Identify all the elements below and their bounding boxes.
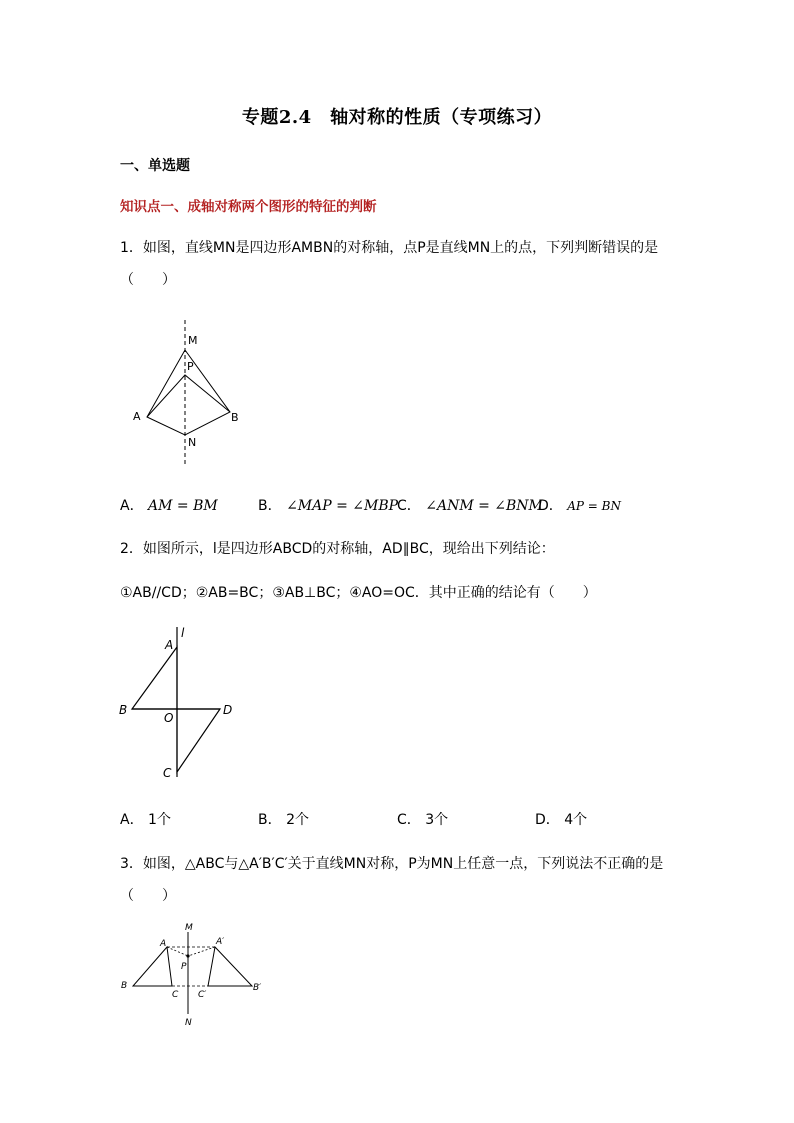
option-key: C． [397,498,421,514]
triangle-a2b2c2 [208,947,252,986]
q2-option-a[interactable] [120,809,171,829]
option-text: 3个 [425,812,449,828]
question-1-stem: 1．如图，直线MN是四边形AMBN的对称轴，点P是直线MN上的点，下列判断错误的是（ ） [120,240,659,288]
q1-option-a[interactable] [120,495,218,515]
option-text: 4个 [564,812,588,828]
option-text: AP = BN [567,499,621,513]
label-c: C [172,990,179,1000]
label-l: l [181,626,185,640]
question-2-stem: 2．如图所示，l是四边形ABCD的对称轴，AD∥BC，现给出下列结论： [120,541,555,557]
q1-option-d[interactable] [538,495,621,515]
label-c: C [163,766,172,780]
option-text: 1个 [148,812,171,828]
question-1-figure [120,320,270,470]
label-n: N [185,1018,192,1028]
label-a-prime: A′ [216,937,225,947]
label-a: A [165,638,174,652]
option-key: B． [258,812,282,828]
page-title: 专题2.4 轴对称的性质（专项练习） [241,107,553,128]
label-b-prime: B′ [253,983,262,993]
topic-heading: 知识点一、成轴对称两个图形的特征的判断 [120,199,377,215]
label-m: M [188,334,198,347]
option-key: C． [397,812,421,828]
segment-pa [167,947,188,956]
label-b: B [231,411,239,424]
option-key: A． [120,498,144,514]
label-b: B [121,981,128,991]
label-p: P [181,962,187,972]
q1-option-b[interactable] [258,495,398,515]
question-3-stem: 3．如图，△ABC与△A′B′C′关于直线MN对称，P为MN上任意一点，下列说法不正确的是（ ） [120,856,664,904]
label-c-prime: C′ [198,990,207,1000]
option-key: D． [538,498,563,514]
label-b: B [119,703,128,717]
label-d: D [223,703,233,717]
q2-option-d[interactable] [535,809,587,829]
option-text: ∠ANM = ∠BNM [425,498,543,514]
option-key: B． [258,498,282,514]
option-key: D． [535,812,560,828]
question-2-figure [115,625,245,785]
option-text: ∠MAP = ∠MBP [286,498,399,514]
label-m: M [185,923,193,933]
option-key: A． [120,812,144,828]
question-2-conclusions: ①AB//CD；②AB=BC；③AB⊥BC；④AO=OC．其中正确的结论有（ ） [120,585,597,601]
segment-pa2 [188,947,215,956]
q1-option-c[interactable] [397,495,543,515]
label-o: O [164,711,174,725]
label-a: A [160,939,167,949]
question-3-figure [115,918,275,1030]
q2-option-b[interactable] [258,809,309,829]
option-text: 2个 [286,812,309,828]
section-heading: 一、单选题 [120,158,190,174]
label-a: A [133,410,141,423]
label-p: P [187,360,194,373]
q2-option-c[interactable] [397,809,448,829]
triangle-abc [133,947,172,986]
label-n: N [188,436,197,449]
option-text: AM = BM [148,498,218,514]
point-p [186,954,189,957]
